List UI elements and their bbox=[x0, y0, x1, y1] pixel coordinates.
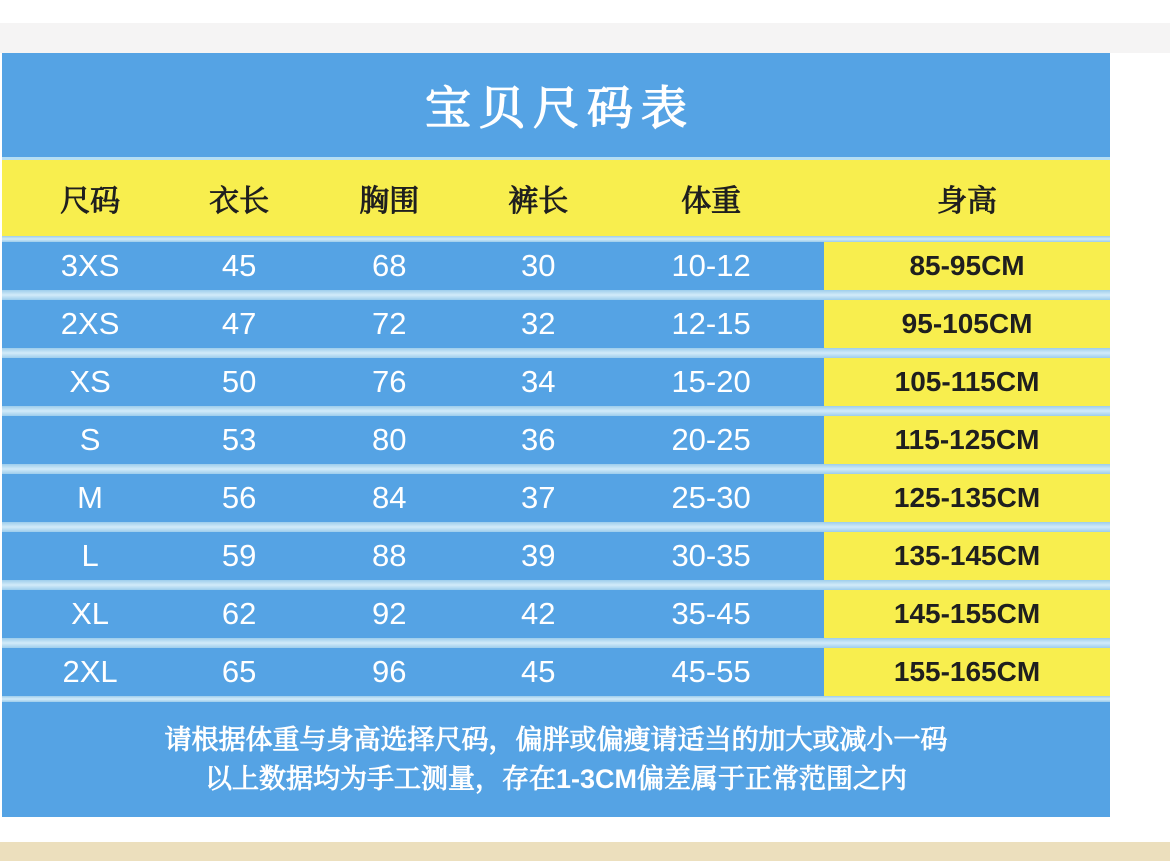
size-chart-table bbox=[2, 53, 1110, 817]
cell-length: 47 bbox=[221, 306, 257, 341]
cell-size: XL bbox=[71, 596, 110, 631]
cell-height: 115-125CM bbox=[824, 416, 1110, 464]
cell-size: 2XL bbox=[62, 654, 118, 689]
note-line-1: 请根据体重与身高选择尺码，偏胖或偏瘦请适当的加大或减小一码 bbox=[164, 724, 948, 755]
cell-height: 95-105CM bbox=[824, 300, 1110, 348]
cell-length: 56 bbox=[221, 480, 257, 515]
cell-length: 62 bbox=[221, 596, 257, 631]
cell-size: S bbox=[79, 422, 101, 457]
cell-chest: 96 bbox=[371, 654, 407, 689]
column-header-length: 衣长 bbox=[209, 185, 270, 218]
cell-height: 85-95CM bbox=[824, 242, 1110, 290]
cell-weight: 10-12 bbox=[671, 248, 751, 283]
top-gray-band bbox=[0, 23, 1170, 53]
cell-height: 125-135CM bbox=[824, 474, 1110, 522]
notes-panel bbox=[2, 702, 1110, 817]
cell-weight: 20-25 bbox=[671, 422, 751, 457]
cell-chest: 92 bbox=[371, 596, 407, 631]
note-line-2: 以上数据均为手工测量，存在1-3CM偏差属于正常范围之内 bbox=[204, 763, 907, 794]
table-row bbox=[2, 416, 1110, 464]
cell-pants: 39 bbox=[521, 538, 556, 573]
table-row bbox=[2, 648, 1110, 696]
row-separator bbox=[2, 348, 1110, 358]
cell-weight: 45-55 bbox=[671, 654, 751, 689]
cell-size: 2XS bbox=[60, 306, 120, 341]
cell-height: 135-145CM bbox=[824, 532, 1110, 580]
cell-chest: 80 bbox=[371, 422, 407, 457]
cell-size: 3XS bbox=[60, 248, 120, 283]
cell-pants: 30 bbox=[521, 248, 556, 283]
cell-pants: 34 bbox=[521, 364, 556, 399]
cell-height: 105-115CM bbox=[824, 358, 1110, 406]
cell-weight: 30-35 bbox=[671, 538, 751, 573]
cell-size: XS bbox=[69, 364, 111, 399]
cell-length: 59 bbox=[221, 538, 257, 573]
row-separator bbox=[2, 464, 1110, 474]
table-body bbox=[2, 242, 1110, 696]
column-header-chest: 胸围 bbox=[359, 185, 420, 218]
row-separator bbox=[2, 406, 1110, 416]
cell-chest: 76 bbox=[371, 364, 407, 399]
table-row bbox=[2, 590, 1110, 638]
column-header-weight: 体重 bbox=[681, 185, 742, 218]
top-white-margin bbox=[0, 0, 1170, 23]
cell-height: 155-165CM bbox=[824, 648, 1110, 696]
cell-weight: 15-20 bbox=[671, 364, 751, 399]
cell-weight: 12-15 bbox=[671, 306, 751, 341]
cell-weight: 25-30 bbox=[671, 480, 751, 515]
column-header-row bbox=[2, 160, 1110, 236]
cell-length: 45 bbox=[221, 248, 257, 283]
chart-title: 宝贝尺码表 bbox=[425, 82, 695, 134]
cell-pants: 37 bbox=[521, 480, 556, 515]
bottom-white-gap bbox=[0, 817, 1170, 842]
table-row bbox=[2, 532, 1110, 580]
table-row bbox=[2, 358, 1110, 406]
cell-pants: 42 bbox=[521, 596, 556, 631]
cell-size: M bbox=[77, 480, 103, 515]
cell-length: 53 bbox=[221, 422, 257, 457]
column-header-size: 尺码 bbox=[60, 185, 121, 218]
row-separator bbox=[2, 290, 1110, 300]
table-row bbox=[2, 242, 1110, 290]
cell-pants: 32 bbox=[521, 306, 556, 341]
row-separator bbox=[2, 638, 1110, 648]
cell-length: 50 bbox=[221, 364, 257, 399]
chart-title-bar bbox=[2, 53, 1110, 157]
cell-size: L bbox=[81, 538, 99, 573]
cell-chest: 72 bbox=[371, 306, 407, 341]
table-row bbox=[2, 474, 1110, 522]
cell-chest: 84 bbox=[371, 480, 407, 515]
column-header-pants: 裤长 bbox=[508, 185, 569, 218]
row-separator bbox=[2, 580, 1110, 590]
column-header-height: 身高 bbox=[937, 185, 998, 218]
cell-chest: 88 bbox=[371, 538, 407, 573]
cell-length: 65 bbox=[221, 654, 257, 689]
cell-pants: 36 bbox=[521, 422, 556, 457]
cell-height: 145-155CM bbox=[824, 590, 1110, 638]
cell-pants: 45 bbox=[521, 654, 556, 689]
row-separator bbox=[2, 522, 1110, 532]
cell-weight: 35-45 bbox=[671, 596, 751, 631]
table-row bbox=[2, 300, 1110, 348]
bottom-tan-strip bbox=[0, 842, 1170, 861]
cell-chest: 68 bbox=[371, 248, 407, 283]
